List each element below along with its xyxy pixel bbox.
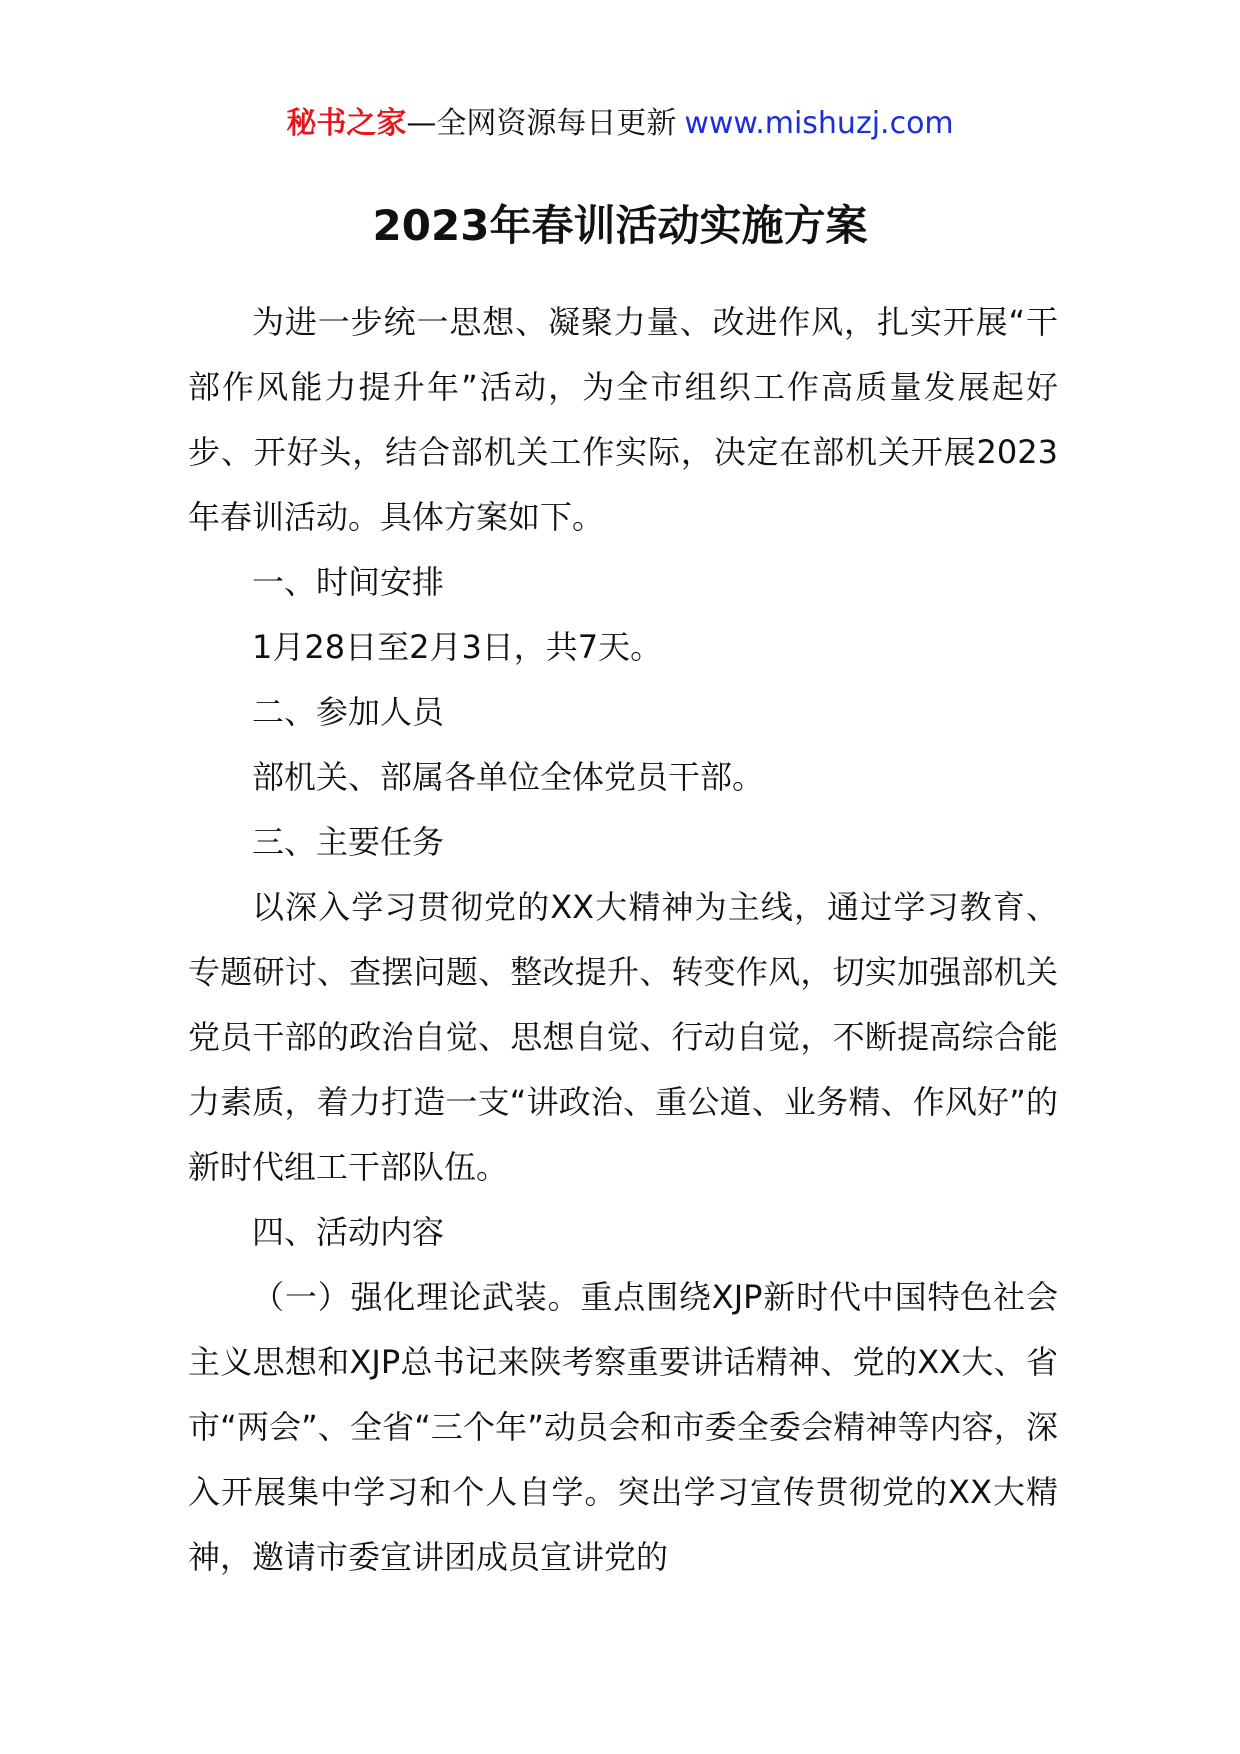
intro-paragraph: 为进一步统一思想、凝聚力量、改进作风，扎实开展“干部作风能力提升年”活动，为全市组织工作高质量发展起好步、开好头，结合部机关工作实际，决定在部机关开展2023年春训活动。具体方案如下。 [188, 303, 1058, 536]
section-heading-tasks: 三、主要任务 [252, 823, 445, 861]
tasks-paragraph: 以深入学习贯彻党的XX大精神为主线，通过学习教育、专题研讨、查摆问题、整改提升、转变作风，切实加强部机关党员干部的政治自觉、思想自觉、行动自觉，不断提高综合能力素质，着力打造一支“讲政治、重公道、业务精、作风好”的新时代组工干部队伍。 [188, 888, 1058, 1186]
content-paragraph: （一）强化理论武装。重点围绕XJP新时代中国特色社会主义思想和XJP总书记来陕考察重要讲话精神、党的XX大、省市“两会”、全省“三个年”动员会和市委全委会精神等内容，深入开展集中学习和个人自学。突出学习宣传贯彻党的XX大精神，邀请市委宣讲团成员宣讲党的 [188, 1278, 1058, 1576]
schedule-paragraph: 1月28日至2月3日，共7天。 [252, 628, 663, 666]
brand-name: 秘书之家 [286, 106, 407, 141]
section-heading-participants: 二、参加人员 [252, 693, 445, 731]
participants-paragraph: 部机关、部属各单位全体党员干部。 [252, 758, 765, 796]
document-body [188, 290, 1058, 1590]
section-heading-content: 四、活动内容 [252, 1213, 445, 1251]
section-heading-schedule: 一、时间安排 [252, 563, 445, 601]
website-link[interactable]: www.mishuzj.com [684, 106, 954, 141]
document-title: 2023年春训活动实施方案 [372, 201, 868, 250]
source-header [0, 100, 1240, 148]
header-tagline: —全网资源每日更新 [406, 106, 677, 141]
